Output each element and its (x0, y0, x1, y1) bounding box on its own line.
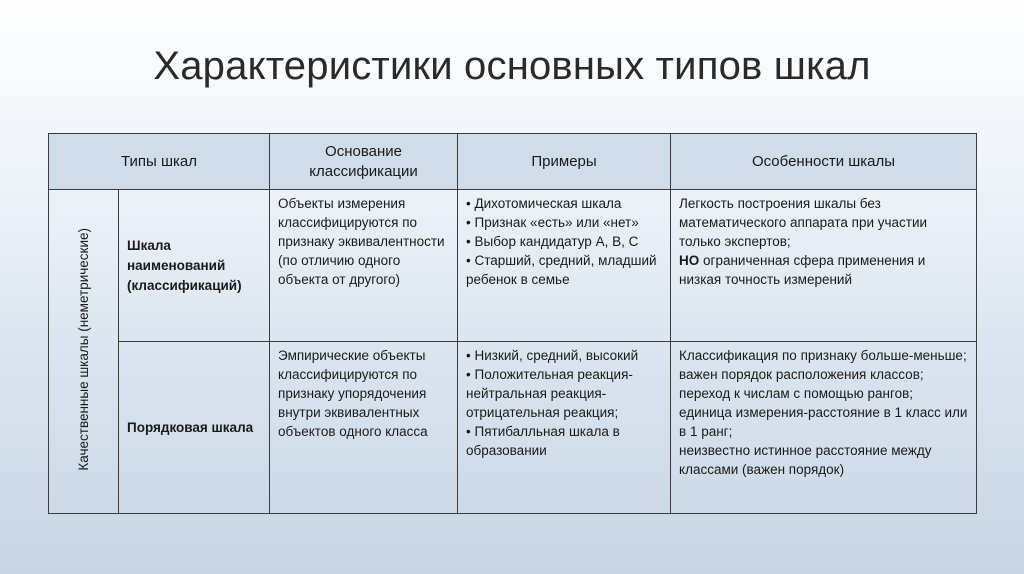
example-item: • Низкий, средний, высокий (466, 348, 639, 363)
group-label-cell (49, 190, 119, 514)
feature-line: неизвестно истинное расстояние между классами (важен порядок) (679, 443, 932, 477)
example-item: • Признак «есть» или «нет» (466, 215, 639, 230)
feature-line: важен порядок расположения классов; (679, 367, 924, 382)
page-title: Характеристики основных типов шкал (153, 44, 871, 88)
example-item: • Дихотомическая шкала (466, 196, 622, 211)
scales-table (48, 133, 977, 514)
feature-line: переход к числам с помощью рангов; (679, 386, 914, 401)
feature-text: ограниченная сфера применения и низкая точность измерений (679, 253, 926, 287)
feature-line: Легкость построения шкалы без математического аппарата при участии только экспертов; (679, 196, 928, 249)
scale-name: Шкала наименований (классификаций) (119, 190, 270, 342)
header-examples: Примеры (458, 134, 671, 190)
example-item: • Выбор кандидатур А, В, С (466, 234, 639, 249)
features-cell (671, 190, 977, 342)
header-features: Особенности шкалы (671, 134, 977, 190)
examples-cell (458, 342, 671, 514)
feature-line (679, 251, 968, 289)
feature-bold: НО (679, 253, 700, 268)
group-label: Качественные шкалы (неметрические) (76, 227, 91, 471)
table-row (49, 342, 977, 514)
example-item: • Положительная реакция-нейтральная реакция-отрицательная реакция; (466, 367, 633, 420)
table-row (49, 190, 977, 342)
basis-cell: Объекты измерения классифицируются по признаку эквивалентности (по отличию одного объекта от другого) (270, 190, 458, 342)
feature-line: Классификация по признаку больше-меньше; (679, 348, 967, 363)
scale-name: Порядковая шкала (119, 342, 270, 514)
basis-cell: Эмпирические объекты классифицируются по признаку упорядочения внутри эквивалентных объектов одного класса (270, 342, 458, 514)
examples-cell (458, 190, 671, 342)
features-cell (671, 342, 977, 514)
example-item: • Старший, средний, младший ребенок в семье (466, 253, 657, 287)
example-item: • Пятибалльная шкала в образовании (466, 424, 620, 458)
header-types: Типы шкал (49, 134, 270, 190)
header-basis: Основание классификации (270, 134, 458, 190)
feature-line: единица измерения-расстояние в 1 класс или в 1 ранг; (679, 405, 968, 439)
table-header-row (49, 134, 977, 190)
